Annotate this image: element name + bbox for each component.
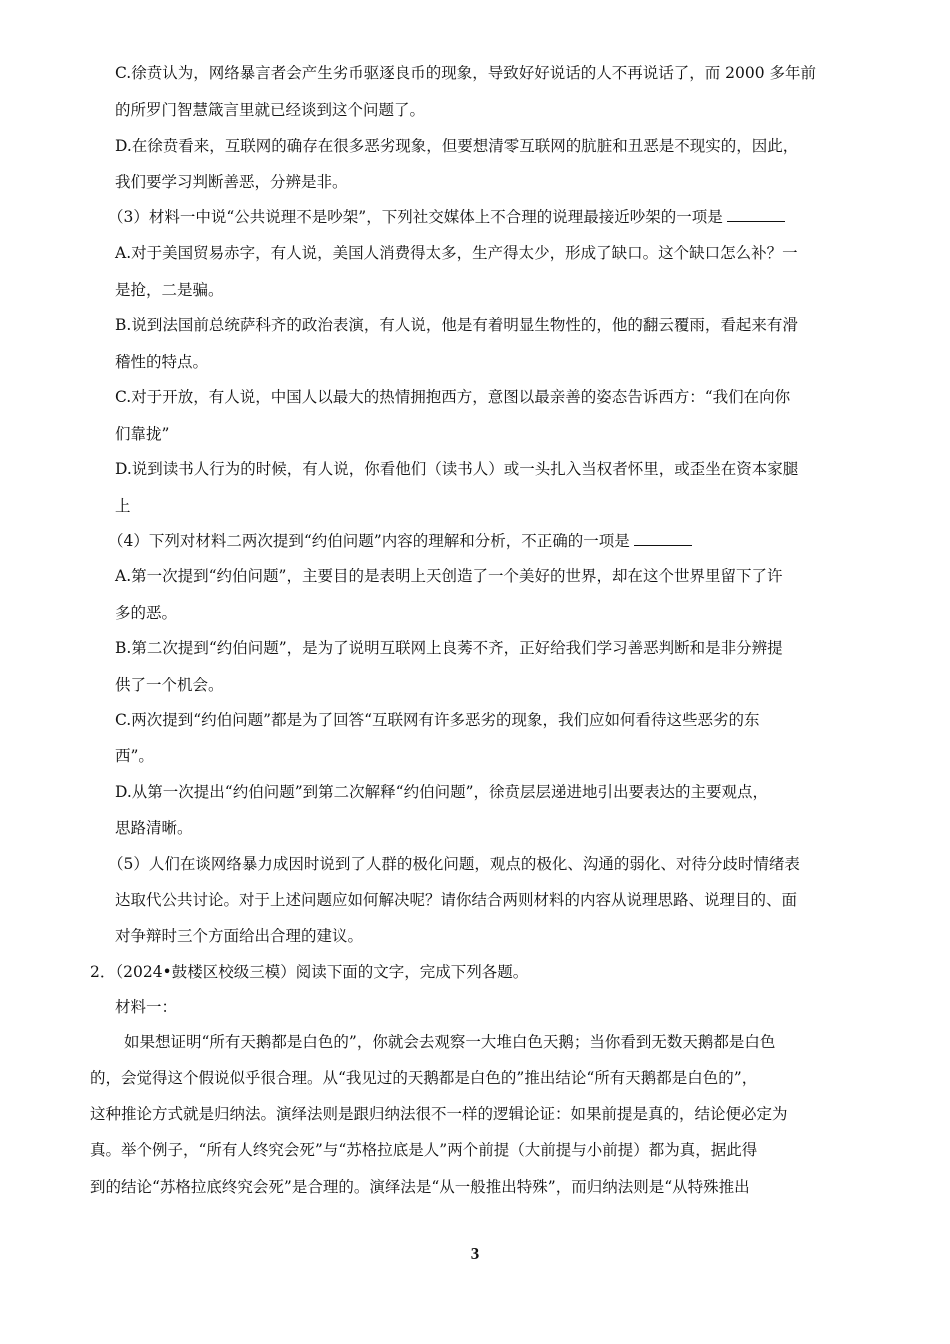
text-line [115,280,224,300]
text-line-content: A.对于美国贸易赤字，有人说，美国人消费得太多，生产得太少，形成了缺口。这个缺口怎么补？一 [115,244,798,262]
text-line-content: 2．（2024•鼓楼区校级三模）阅读下面的文字，完成下列各题。 [90,963,529,981]
text-line-content: 西”。 [115,747,154,765]
text-line [108,207,785,227]
text-line-content: 供了一个机会。 [115,676,224,694]
text-line-content: 材料一： [115,998,178,1016]
text-line-content: 对争辩时三个方面给出合理的建议。 [115,927,364,945]
text-line [115,675,224,695]
answer-blank [634,531,692,546]
text-line [108,854,800,874]
page-number: 3 [470,1244,480,1263]
text-line [115,890,797,910]
text-line [115,63,816,83]
text-line [115,746,154,766]
text-line [115,100,425,120]
text-line-content: 们靠拢” [115,425,170,443]
text-line-content: 的，会觉得这个假说似乎很合理。从“我见过的天鹅都是白色的”推出结论“所有天鹅都是白色的”， [90,1069,758,1087]
text-line [115,818,193,838]
text-line-content: C.对于开放，有人说，中国人以最大的热情拥抱西方，意图以最亲善的姿态告诉西方：“我们在向你 [115,388,791,406]
text-line [90,1140,757,1160]
text-line [115,136,798,156]
text-line-content: （3）材料一中说“公共说理不是吵架”，下列社交媒体上不合理的说理最接近吵架的一项是 [108,208,723,226]
text-line-content: （4）下列对材料二两次提到“约伯问题”内容的理解和分析，不正确的一项是 [108,532,630,550]
text-line [115,566,782,586]
text-line-content: 如果想证明“所有天鹅都是白色的”，你就会去观察一大堆白色天鹅；当你看到无数天鹅都是白色 [124,1033,776,1051]
text-line [115,459,798,479]
text-line-content: 真。举个例子，“所有人终究会死”与“苏格拉底是人”两个前提（大前提与小前提）都为真，据此得 [90,1141,758,1159]
text-line [115,172,348,192]
text-line-content: B.第二次提到“约伯问题”，是为了说明互联网上良莠不齐，正好给我们学习善恶判断和是非分辨提 [115,639,783,657]
text-line-content: （5）人们在谈网络暴力成因时说到了人群的极化问题，观点的极化、沟通的弱化、对待分歧时情绪表 [108,855,800,873]
text-line-content: 稽性的特点。 [115,353,209,371]
text-line [115,926,363,946]
text-line-content: 思路清晰。 [115,819,193,837]
text-line [90,1104,788,1124]
text-line [115,424,169,444]
text-line [115,782,768,802]
text-line-content: 多的恶。 [115,604,178,622]
answer-blank [727,207,785,222]
text-line [115,638,783,658]
text-line-content: 达取代公共讨论。对于上述问题应如何解决呢？请你结合两则材料的内容从说理思路、说理目的、面 [115,891,798,909]
text-line [90,1068,757,1088]
text-line [115,997,177,1017]
text-line-content: 我们要学习判断善恶，分辨是非。 [115,173,348,191]
text-line [90,962,528,982]
text-line [115,496,131,516]
text-line [90,1177,750,1197]
text-line-content: D.从第一次提出“约伯问题”到第二次解释“约伯问题”，徐贲层层递进地引出要表达的主要观点， [115,783,769,801]
text-line [108,531,692,551]
text-line [115,243,798,263]
text-line-content: 到的结论“苏格拉底终究会死”是合理的。演绎法是“从一般推出特殊”，而归纳法则是“从特殊推出 [90,1178,750,1196]
text-line [115,603,177,623]
text-line-content: C.两次提到“约伯问题”都是为了回答“互联网有许多恶劣的现象，我们应如何看待这些恶劣的东 [115,711,760,729]
text-line-content: D.在徐贲看来，互联网的确存在很多恶劣现象，但要想清零互联网的肮脏和丑恶是不现实的，因此， [115,137,799,155]
text-line [115,710,760,730]
text-line-content: 是抢，二是骗。 [115,281,224,299]
text-line-content: B.说到法国前总统萨科齐的政治表演，有人说，他是有着明显生物性的，他的翻云覆雨，看起来有滑 [115,316,798,334]
text-line [115,387,790,407]
text-line-content: A.第一次提到“约伯问题”，主要目的是表明上天创造了一个美好的世界，却在这个世界里留下了许 [115,567,783,585]
text-line-content: C.徐贲认为，网络暴言者会产生劣币驱逐良币的现象，导致好好说话的人不再说话了，而 2000 多年前 [115,64,817,82]
text-line [124,1032,775,1052]
text-line-content: D.说到读书人行为的时候，有人说，你看他们（读书人）或一头扎入当权者怀里，或歪坐在资本家腿 [115,460,799,478]
text-line-content: 的所罗门智慧箴言里就已经谈到这个问题了。 [115,101,426,119]
text-line [115,315,798,335]
text-line-content: 上 [115,497,131,515]
text-line-content: 这种推论方式就是归纳法。演绎法则是跟归纳法很不一样的逻辑论证：如果前提是真的，结论便必定为 [90,1105,788,1123]
text-line [115,352,208,372]
